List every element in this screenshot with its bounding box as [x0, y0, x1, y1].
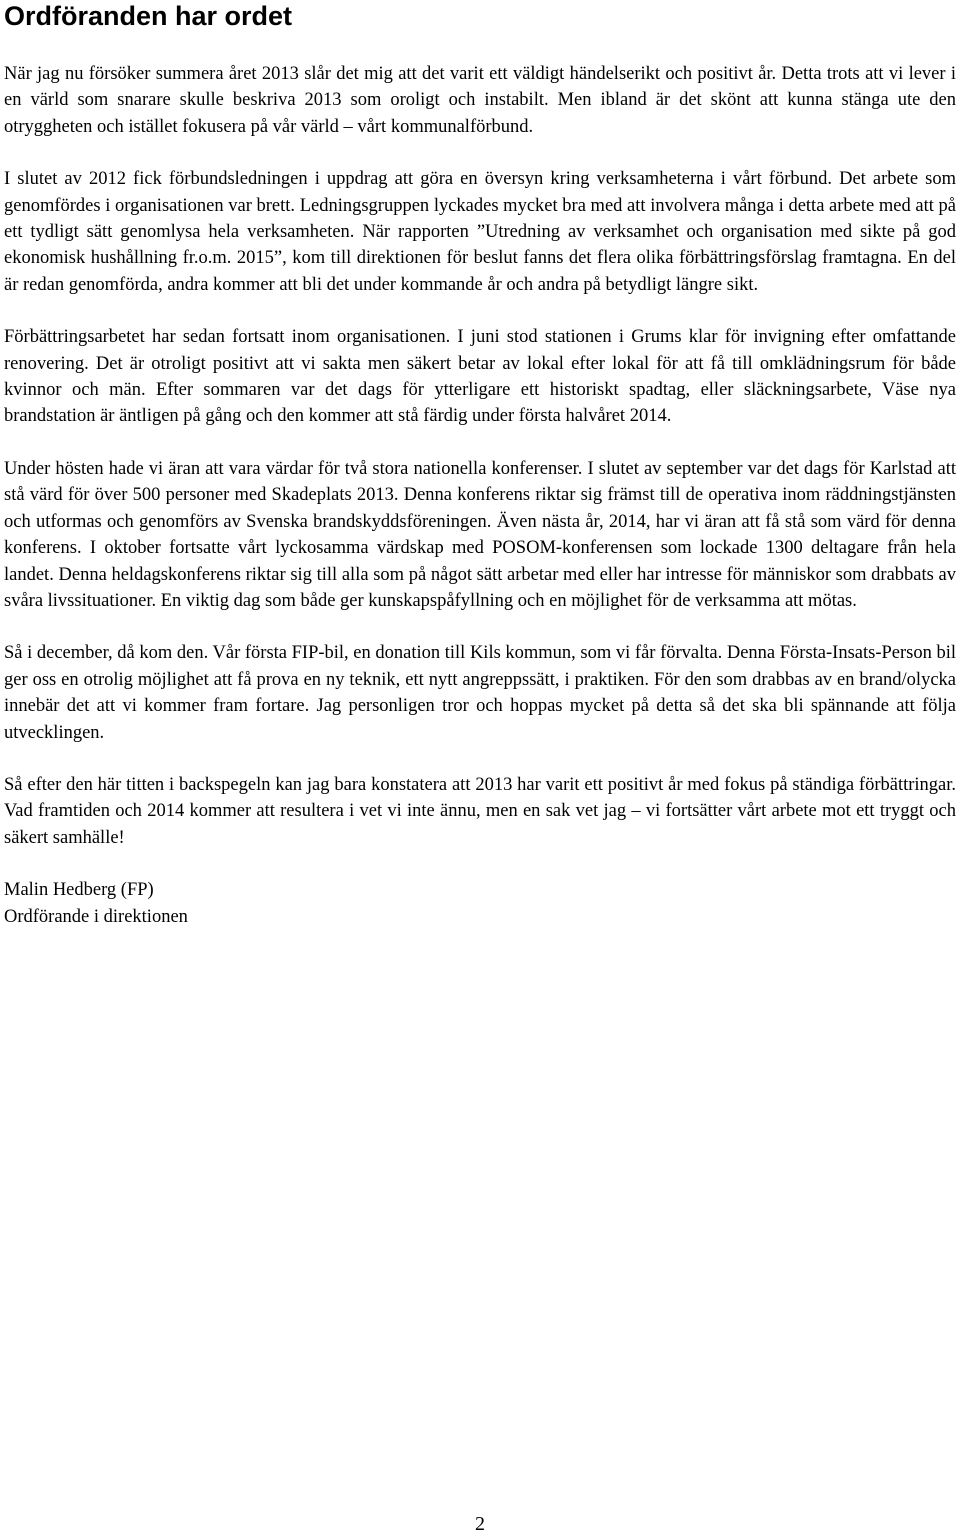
document-page: [4, 0, 956, 930]
paragraph-fip-vehicle: Så i december, då kom den. Vår första FIP-bil, en donation till Kils kommun, som vi får förvalta. Denna Första-Insats-Person bil ger oss en otrolig möjlighet att få prova en ny teknik, ett nytt angreppssätt, i praktiken. För den som drabbas av en brand/olycka innebär det att vi kommer fram fortare. Jag personligen tror och hoppas mycket på detta så det ska bli spännande att följa utvecklingen.: [4, 643, 957, 743]
page-number: 2: [475, 1513, 485, 1535]
paragraph-review: I slutet av 2012 fick förbundsledningen i uppdrag att göra en översyn kring verksamheterna i vårt förbund. Det arbete som genomfördes i organisationen var brett. Ledningsgruppen lyckades mycket bra med att involvera många i detta arbete med att på ett tydligt sätt genomlysa hela verksamheten. När rapporten ”Utredning av verksamhet och organisation med sikte på god ekonomisk hushållning fr.o.m. 2015”, kom till direktionen för beslut fanns det flera olika förbättringsförslag framtagna. En del är redan genomförda, andra kommer att bli det under kommande år och andra på betydligt längre sikt.: [4, 169, 956, 295]
signature-role: Ordförande i direktionen: [4, 906, 188, 927]
page-title: Ordföranden har ordet: [4, 1, 293, 31]
paragraph-conclusion: Så efter den här titten i backspegeln kan jag bara konstatera att 2013 har varit ett positivt år med fokus på ständiga förbättringar. Vad framtiden och 2014 kommer att resultera i vet vi inte ännu, men en sak vet jag – vi fortsätter vårt arbete mot ett tryggt och säkert samhälle!: [4, 774, 956, 848]
paragraph-intro: När jag nu försöker summera året 2013 slår det mig att det varit ett väldigt händelserikt och positivt år. Detta trots att vi lever i en värld som snarare skulle beskriva 2013 som oroligt och instabilt. Men ibland är det skönt att kunna stänga ute den otryggheten och istället fokusera på vår värld – vårt kommunalförbund.: [4, 64, 956, 137]
paragraph-improvements: Förbättringsarbetet har sedan fortsatt inom organisationen. I juni stod stationen i Grums klar för invigning efter omfattande renovering. Det är otroligt positivt att vi sakta men säkert betar av lokal efter lokal för att få till omklädningsrum för både kvinnor och män. Efter sommaren var det dags för ytterligare ett historiskt spadtag, eller släckningsarbete, Väse nya brandstation är äntligen på gång och den kommer att stå färdig under första halvåret 2014.: [4, 327, 956, 427]
paragraph-conferences: Under hösten hade vi äran att vara värdar för två stora nationella konferenser. I slutet av september var det dags för Karlstad att stå värd för över 500 personer med Skadeplats 2013. Denna konferens riktar sig främst till de operativa inom räddningstjänsten och utformas och genomförs av Svenska brandskyddsföreningen. Även nästa år, 2014, har vi äran att få stå som värd för denna konferens. I oktober fortsatte vårt lyckosamma värdskap med POSOM-konferensen som lockade 1300 deltagare från hela landet. Denna heldagskonferens riktar sig till alla som på något sätt arbetar med eller har intresse för människor som drabbats av svåra livssituationer. En viktig dag som både ger kunskapspåfyllning och en möjlighet för de verksamma att mötas.: [4, 458, 956, 611]
signature-block: [4, 877, 956, 930]
signature-name: Malin Hedberg (FP): [4, 880, 154, 901]
